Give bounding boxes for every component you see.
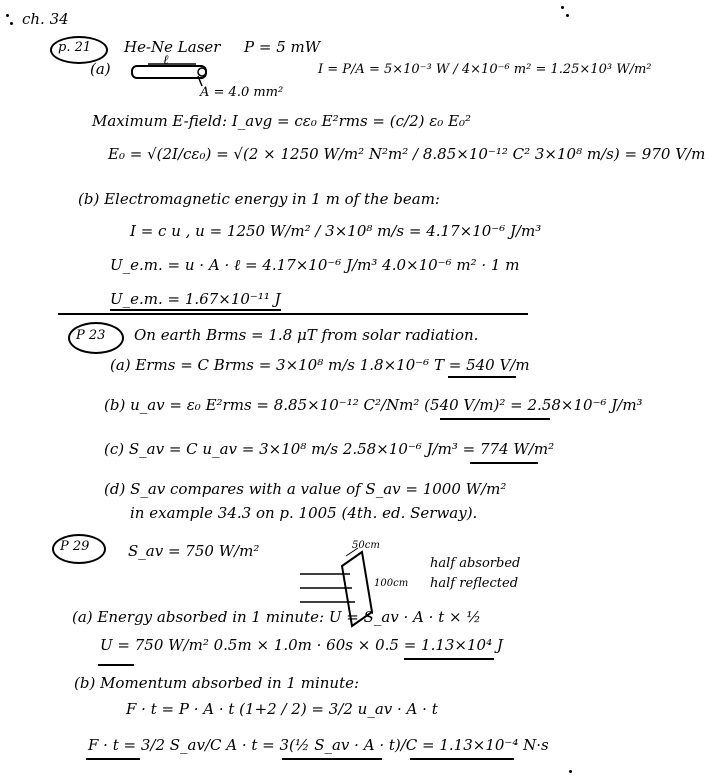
underline-mark: [282, 758, 382, 760]
problem-23-label: P 23: [76, 328, 106, 343]
underline-mark: [98, 664, 134, 666]
p29-part-a-line2: U = 750 W/m² 0.5m × 1.0m · 60s × 0.5 = 1.13×10⁴ J: [100, 636, 503, 654]
p21-power: P = 5 mW: [244, 38, 321, 56]
p23-part-b: (b) u_av = ε₀ E²rms = 8.85×10⁻¹² C²/Nm² (540 V/m)² = 2.58×10⁻⁶ J/m³: [104, 396, 643, 414]
p29-part-a-line1: (a) Energy absorbed in 1 minute: U = S_av · A · t × ½: [72, 608, 481, 626]
p29-note-reflected: half reflected: [430, 576, 519, 591]
p23-intro: On earth Brms = 1.8 μT from solar radiation.: [134, 326, 479, 344]
p21-uem-equation: U_e.m. = u · A · ℓ = 4.17×10⁻⁶ J/m³ 4.0×10⁻⁶ m² · 1 m: [110, 256, 520, 274]
p29-note-absorbed: half absorbed: [430, 556, 521, 571]
plate-dimension-side: 100cm: [374, 578, 409, 589]
p21-part-b-line: (b) Electromagnetic energy in 1 m of the beam:: [78, 190, 440, 208]
problem-21-label: p. 21: [58, 40, 92, 55]
plate-dimension-top: 50cm: [352, 540, 380, 551]
underline-mark: [86, 758, 140, 760]
p23-part-c: (c) S_av = C u_av = 3×10⁸ m/s 2.58×10⁻⁶ J/m³ = 774 W/m²: [104, 440, 555, 458]
answer-underline: [404, 658, 494, 660]
p21-title: He-Ne Laser: [124, 38, 221, 56]
p21-part-a-label: (a): [90, 60, 111, 78]
p23-part-d-line1: (d) S_av compares with a value of S_av = 1000 W/m²: [104, 480, 507, 498]
p29-part-b-line1: (b) Momentum absorbed in 1 minute:: [74, 674, 360, 692]
p21-uem-result: U_e.m. = 1.67×10⁻¹¹ J: [110, 290, 281, 311]
beam-area-label: A = 4.0 mm²: [200, 85, 284, 100]
p23-part-a: (a) Erms = C Brms = 3×10⁸ m/s 1.8×10⁻⁶ T = 540 V/m: [110, 356, 530, 374]
p21-e0-equation: E₀ = √(2I/cε₀) = √(2 × 1250 W/m² N²m² / 8.85×10⁻¹² C² 3×10⁸ m/s) = 970 V/m: [108, 145, 705, 163]
chapter-heading: ch. 34: [22, 10, 69, 28]
answer-underline: [410, 758, 514, 760]
p23-part-d-line2: in example 34.3 on p. 1005 (4th. ed. Serway).: [130, 504, 478, 522]
beam-length-label: ℓ: [163, 53, 169, 68]
p29-sav: S_av = 750 W/m²: [128, 542, 260, 560]
problem-29-label: P 29: [60, 539, 90, 554]
p29-part-b-line2: F · t = P · A · t (1+2 / 2) = 3/2 u_av · A · t: [126, 700, 438, 718]
p21-energy-density-eq: I = c u , u = 1250 W/m² / 3×10⁸ m/s = 4.17×10⁻⁶ J/m³: [130, 222, 542, 240]
p29-part-b-line3: F · t = 3/2 S_av/C A · t = 3(½ S_av · A · t)/C = 1.13×10⁻⁴ N·s: [88, 736, 549, 754]
p21-max-efield-line: Maximum E-field: I_avg = cε₀ E²rms = (c/2) ε₀ E₀²: [92, 112, 472, 130]
p21-intensity-equation: I = P/A = 5×10⁻³ W / 4×10⁻⁶ m² = 1.25×10³ W/m²: [318, 62, 652, 77]
